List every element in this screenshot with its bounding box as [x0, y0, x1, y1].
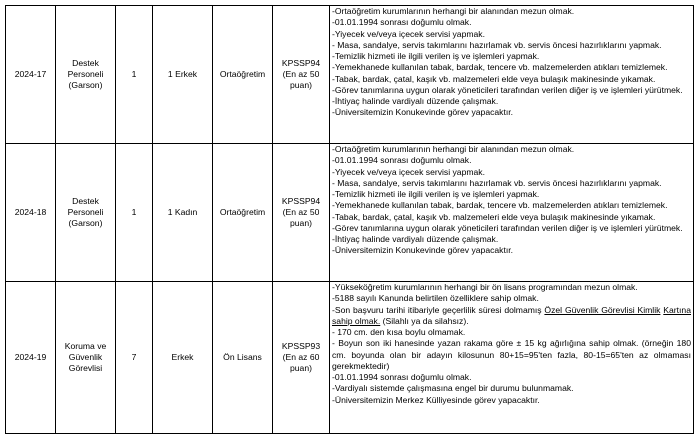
- position-title: Destek Personeli (Garson): [56, 6, 116, 144]
- requirement-line: -5188 sayılı Kanunda belirtilen özelliklere sahip olmak.: [332, 293, 539, 304]
- gender-requirement: 1 Erkek: [153, 6, 213, 144]
- requirement-line: -Üniversitemizin Konukevinde görev yapacaktır.: [332, 245, 514, 256]
- gender-requirement: Erkek: [153, 282, 213, 434]
- requirement-text: -Son başvuru tarihi itibariyle geçerlilik süresi dolmamış: [332, 304, 545, 315]
- id-card-link[interactable]: Kartına sahip olmak.: [332, 304, 691, 326]
- requirement-line: -Yükseköğretim kurumlarının herhangi bir ön lisans programından mezun olmak.: [332, 282, 638, 292]
- education-level: Ön Lisans: [213, 282, 273, 434]
- requirement-line: -Görev tanımlarına uygun olarak yöneticileri tarafından verilen diğer iş ve işlemleri yürütmek.: [332, 222, 683, 233]
- requirement-text: (Silahlı ya da silahsız).: [380, 315, 469, 326]
- exam-score: KPSSP94 (En az 50 puan): [273, 6, 330, 144]
- id-card-link[interactable]: Özel Güvenlik Görevlisi Kimlik: [544, 304, 661, 315]
- table-row: [6, 144, 694, 282]
- requirements-cell: [330, 6, 694, 144]
- requirement-line: [332, 305, 691, 328]
- requirement-line: - 170 cm. den kısa boylu olmamak.: [332, 327, 466, 337]
- position-count: 1: [116, 144, 153, 282]
- requirement-line: -Yiyecek ve/veya içecek servisi yapmak.: [332, 166, 485, 177]
- requirement-line: -01.01.1994 sonrası doğumlu olmak.: [332, 155, 472, 166]
- education-level: Ortaöğretim: [213, 144, 273, 282]
- requirement-line: -Yemekhanede kullanılan tabak, bardak, tencere vb. malzemelerden atıkları temizlemek.: [332, 200, 668, 211]
- gender-requirement: 1 Kadın: [153, 144, 213, 282]
- requirement-line: -Temizlik hizmeti ile ilgili verilen iş ve işlemleri yapmak.: [332, 189, 540, 199]
- requirement-line: -İhtiyaç halinde vardiyalı düzende çalışmak.: [332, 234, 499, 244]
- requirement-line: -Vardiyalı sistemde çalışmasına engel bir durumu bulunmamak.: [332, 383, 574, 394]
- education-level: Ortaöğretim: [213, 6, 273, 144]
- requirement-line: -Tabak, bardak, çatal, kaşık vb. malzemeleri elde veya bulaşık makinesinde yıkamak.: [332, 73, 656, 84]
- position-title: Koruma ve Güvenlik Görevlisi: [56, 282, 116, 434]
- requirement-line: -01.01.1994 sonrası doğumlu olmak.: [332, 17, 472, 28]
- requirement-line: -İhtiyaç halinde vardiyalı düzende çalışmak.: [332, 96, 499, 106]
- position-code: 2024-19: [6, 282, 56, 434]
- position-code: 2024-17: [6, 6, 56, 144]
- requirement-line: -01.01.1994 sonrası doğumlu olmak.: [332, 372, 472, 382]
- requirement-line: -Görev tanımlarına uygun olarak yöneticileri tarafından verilen diğer iş ve işlemleri yürütmek.: [332, 84, 683, 95]
- position-count: 1: [116, 6, 153, 144]
- table-row: [6, 282, 694, 434]
- exam-score: KPSSP94 (En az 50 puan): [273, 144, 330, 282]
- requirement-line: -Üniversitemizin Merkez Külliyesinde görev yapacaktır.: [332, 394, 540, 405]
- exam-score: KPSSP93 (En az 60 puan): [273, 282, 330, 434]
- position-code: 2024-18: [6, 144, 56, 282]
- requirement-line: - Masa, sandalye, servis takımlarını hazırlamak vb. servis öncesi hazırlıklarını yapmak.: [332, 177, 662, 188]
- requirement-line: -Üniversitemizin Konukevinde görev yapacaktır.: [332, 107, 514, 118]
- requirements-cell: [330, 144, 694, 282]
- requirement-line: -Tabak, bardak, çatal, kaşık vb. malzemeleri elde veya bulaşık makinesinde yıkamak.: [332, 211, 656, 222]
- job-positions-table: [5, 5, 694, 434]
- position-title: Destek Personeli (Garson): [56, 144, 116, 282]
- position-count: 7: [116, 282, 153, 434]
- requirement-line: -Yiyecek ve/veya içecek servisi yapmak.: [332, 28, 485, 39]
- table-row: [6, 6, 694, 144]
- requirement-line: -Ortaöğretim kurumlarının herhangi bir alanından mezun olmak.: [332, 6, 575, 16]
- requirement-line: - Boyun son iki hanesinde yazan rakama göre ± 15 kg ağırlığına sahip olmak. (örneğin 180 cm. boyunda olan bir adayın kilosunun 80+15=95'ten fazla, 80-15=65'ten az olmaması gerekmektedir): [332, 338, 691, 371]
- requirements-cell: [330, 282, 694, 434]
- requirement-line: -Ortaöğretim kurumlarının herhangi bir alanından mezun olmak.: [332, 144, 575, 154]
- requirement-line: -Temizlik hizmeti ile ilgili verilen iş ve işlemleri yapmak.: [332, 51, 540, 61]
- requirement-line: -Yemekhanede kullanılan tabak, bardak, tencere vb. malzemelerden atıkları temizlemek.: [332, 62, 668, 73]
- requirement-line: - Masa, sandalye, servis takımlarını hazırlamak vb. servis öncesi hazırlıklarını yapmak.: [332, 39, 662, 50]
